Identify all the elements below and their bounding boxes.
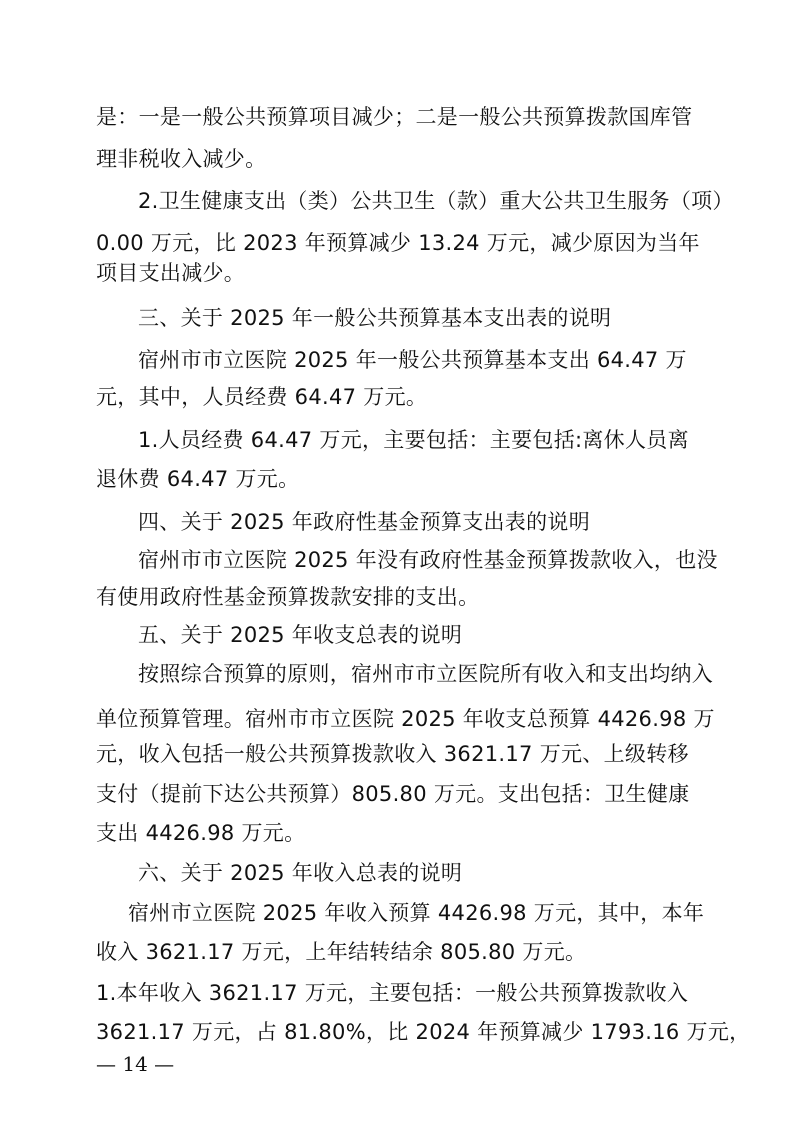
text-line: 理非税收入减少。 [96,147,267,171]
section-heading: 六、关于 2025 年收入总表的说明 [138,861,463,885]
section-heading: 五、关于 2025 年收支总表的说明 [138,623,463,647]
text-line: 按照综合预算的原则，宿州市市立医院所有收入和支出均纳入 [138,662,714,686]
page-number: — 14 — [96,1052,175,1076]
text-line: 元，收入包括一般公共预算拨款收入 3621.17 万元、上级转移 [96,742,689,766]
section-heading: 四、关于 2025 年政府性基金预算支出表的说明 [138,510,590,534]
text-line: 支出 4426.98 万元。 [96,821,306,845]
text-line: 元，其中，人员经费 64.47 万元。 [96,385,428,409]
text-line: 3621.17 万元，占 81.80%，比 2024 年预算减少 1793.16 万元， [96,1020,751,1044]
text-line: 退休费 64.47 万元。 [96,467,300,491]
text-line: 宿州市立医院 2025 年收入预算 4426.98 万元，其中，本年 [128,901,705,925]
text-line: 是：一是一般公共预算项目减少；二是一般公共预算拨款国库管 [96,105,693,129]
text-line: 收入 3621.17 万元，上年结转结余 805.80 万元。 [96,940,587,964]
text-line: 0.00 万元，比 2023 年预算减少 13.24 万元，减少原因为当年 [96,231,700,255]
text-line: 有使用政府性基金预算拨款安排的支出。 [96,585,480,609]
text-line: 2.卫生健康支出（类）公共卫生（款）重大公共卫生服务（项） [138,189,734,213]
text-line: 1.本年收入 3621.17 万元，主要包括：一般公共预算拨款收入 [96,981,689,1005]
section-heading: 三、关于 2025 年一般公共预算基本支出表的说明 [138,306,612,330]
text-line: 1.人员经费 64.47 万元，主要包括：主要包括:离休人员离 [138,428,689,452]
text-line: 宿州市市立医院 2025 年没有政府性基金预算拨款收入，也没 [138,548,718,572]
text-line: 项目支出减少。 [96,261,246,285]
text-line: 支付（提前下达公共预算）805.80 万元。支出包括：卫生健康 [96,782,690,806]
text-line: 单位预算管理。宿州市市立医院 2025 年收支总预算 4426.98 万 [96,707,715,731]
text-line: 宿州市市立医院 2025 年一般公共预算基本支出 64.47 万 [138,348,687,372]
